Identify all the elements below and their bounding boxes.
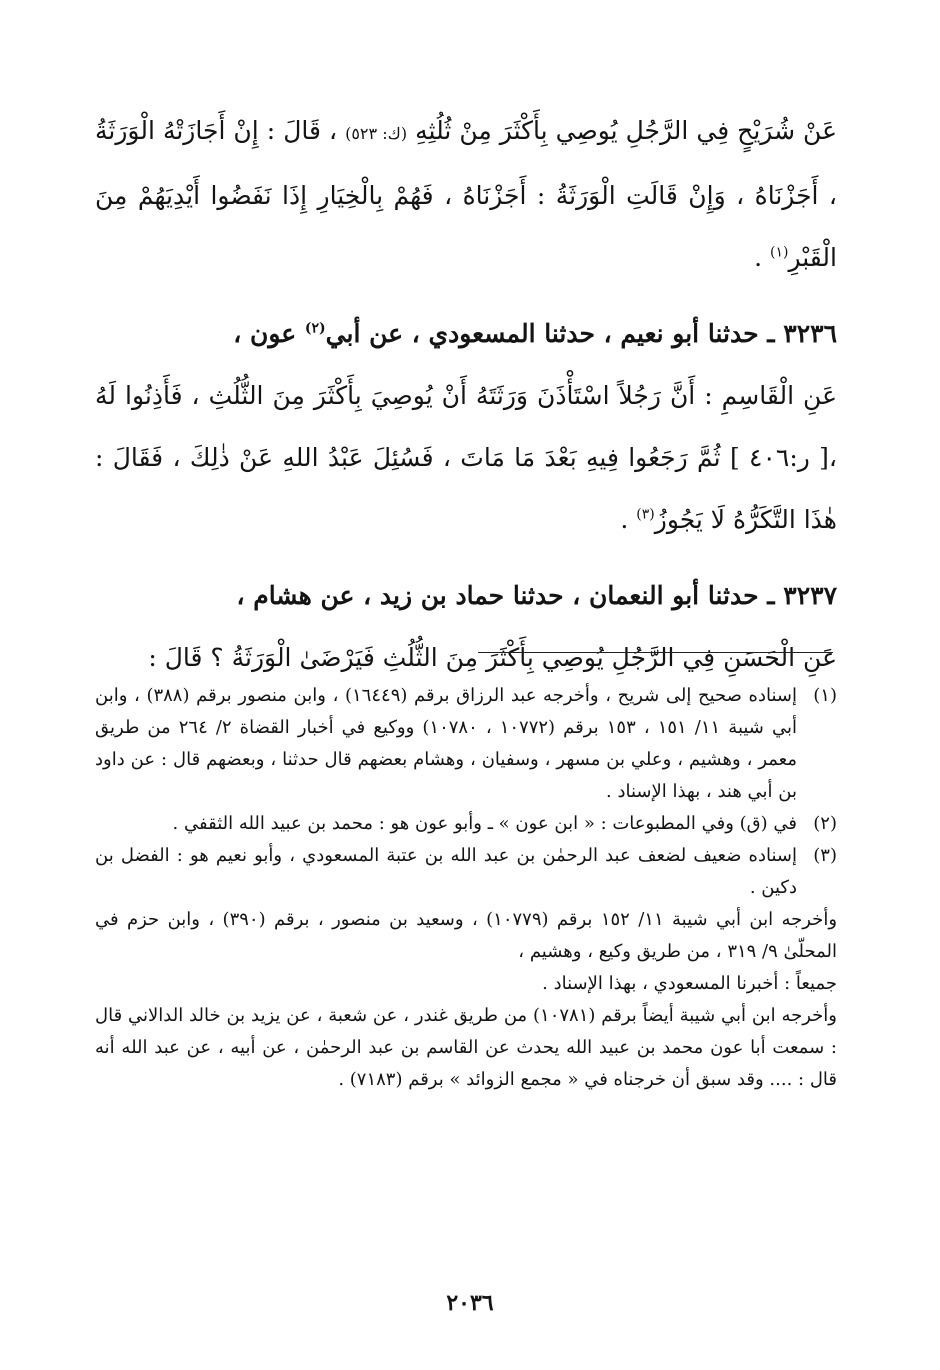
isnad-chain: حدثنا أبو نعيم ، حدثنا المسعودي ، عن أبي	[325, 319, 759, 348]
footnote-text: إسناده ضعيف لضعف عبد الرحمٰن بن عبد الله بن عتبة المسعودي ، وأبو نعيم هو : الفضل بن دكين .	[95, 845, 797, 898]
hadith-header-3236	[95, 303, 837, 365]
footnotes-section	[95, 680, 837, 1096]
paragraph-text: عَنِ الْقَاسِمِ : أَنَّ رَجُلاً اسْتَأْذَنَ وَرَثَتَهُ أَنْ يُوصِيَ بِأَكْثَرَ مِنَ الثُّلُثِ ، فَأَذِنُوا لَهُ ،[ ر:٤٠٦ ] ثُمَّ رَجَعُوا فِيهِ بَعْدَ مَا مَاتَ ، فَسُئِلَ عَبْدُ اللهِ عَنْ ذٰلِكَ ، فَقَالَ : هٰذَا التَّكَرُّهُ لَا يَجُوزُ	[95, 381, 837, 534]
footnote-text: إسناده صحيح إلى شريح ، وأخرجه عبد الرزاق برقم (١٦٤٤٩) ، وابن منصور برقم (٣٨٨) ، وابن أبي شيبة ١١/ ١٥١ ، ١٥٣ برقم (١٠٧٧٢ ، ١٠٧٨٠) ووكيع في أخبار القضاة ٢/ ٢٦٤ من طريق معمر ، وهشيم ، وعلي بن مسهر ، وسفيان ، وهشام بعضهم قال حدثنا ، وبعضهم قال : عن داود بن أبي هند ، بهذا الإسناد .	[95, 685, 797, 802]
footnote-number: (١)	[813, 685, 837, 706]
footnote-text: في (ق) وفي المطبوعات : « ابن عون » ـ وأبو عون هو : محمد بن عبيد الله الثقفي .	[172, 813, 797, 834]
page-number: ٢٠٣٦	[446, 1290, 494, 1316]
paragraph-text: عَنِ الْحَسَنِ فِي الرَّجُلِ يُوصِي بِأَكْثَرَ مِنَ الثُّلُثِ فَيَرْضَىٰ الْوَرَثَةُ ؟ قَالَ :	[148, 643, 837, 672]
hadith-header-3237	[95, 565, 837, 627]
footnote-3-continuation-1: وأخرجه ابن أبي شيبة ١١/ ١٥٢ برقم (١٠٧٧٩) ، وسعيد بن منصور ، برقم (٣٩٠) ، وابن حزم في المحلّىٰ ٩/ ٣١٩ ، من طريق وكيع ، وهشيم ،	[95, 909, 838, 962]
footnote-2	[95, 808, 837, 840]
isnad-chain: حدثنا أبو النعمان ، حدثنا حماد بن زيد ، عن هشام ،	[236, 581, 759, 610]
footnote-divider	[478, 652, 833, 653]
footnote-3-continuation-3: وأخرجه ابن أبي شيبة أيضاً برقم (١٠٧٨١) من طريق غندر ، عن شعبة ، عن يزيد بن خالد الدالاني قال : سمعت أبا عون محمد بن عبيد الله يحدث عن القاسم بن عبد الرحمٰن ، عن أبيه ، عن عبد الله أنه قال : .... وقد سبق أن خرجناه في « مجمع الزوائد » برقم (٧١٨٣) .	[95, 1005, 837, 1090]
footnote-1	[95, 680, 837, 808]
paragraph-shurayh	[95, 100, 837, 289]
footnote-number: (٣)	[813, 845, 837, 866]
paragraph-end: .	[620, 505, 629, 534]
hadith-number: ٣٢٣٧ ـ	[767, 581, 837, 610]
paragraph-text: ، قَالَ : إِنْ أَجَازَتْهُ الْوَرَثَةُ ، أَجَزْنَاهُ ، وَإِنْ قَالَتِ الْوَرَثَةُ : أَجَزْنَاهُ ، فَهُمْ بِالْخِيَارِ إِذَا نَفَضُوا أَيْدِيَهُمْ مِنَ الْقَبْرِ	[95, 116, 837, 272]
footnote-3	[95, 840, 837, 904]
hadith-number: ٣٢٣٦ ـ	[767, 319, 837, 348]
main-text	[95, 100, 837, 689]
footnote-number: (٢)	[813, 813, 837, 834]
footnote-marker-2[interactable]: (٢)	[304, 320, 326, 337]
isnad-chain-end: عون ،	[233, 319, 297, 348]
footnote-marker-3[interactable]: (٣)	[636, 506, 655, 523]
footnote-3-continuation-2: جميعاً : أخبرنا المسعودي ، بهذا الإسناد .	[542, 973, 837, 994]
footnote-marker-1[interactable]: (١)	[769, 244, 789, 261]
paragraph-end: .	[754, 243, 763, 272]
reference-marker: (ك: ٥٢٣)	[345, 124, 408, 143]
paragraph-qasim	[95, 365, 837, 551]
paragraph-text: عَنْ شُرَيْحٍ فِي الرَّجُلِ يُوصِي بِأَكْثَرَ مِنْ ثُلُثِهِ	[415, 116, 837, 145]
